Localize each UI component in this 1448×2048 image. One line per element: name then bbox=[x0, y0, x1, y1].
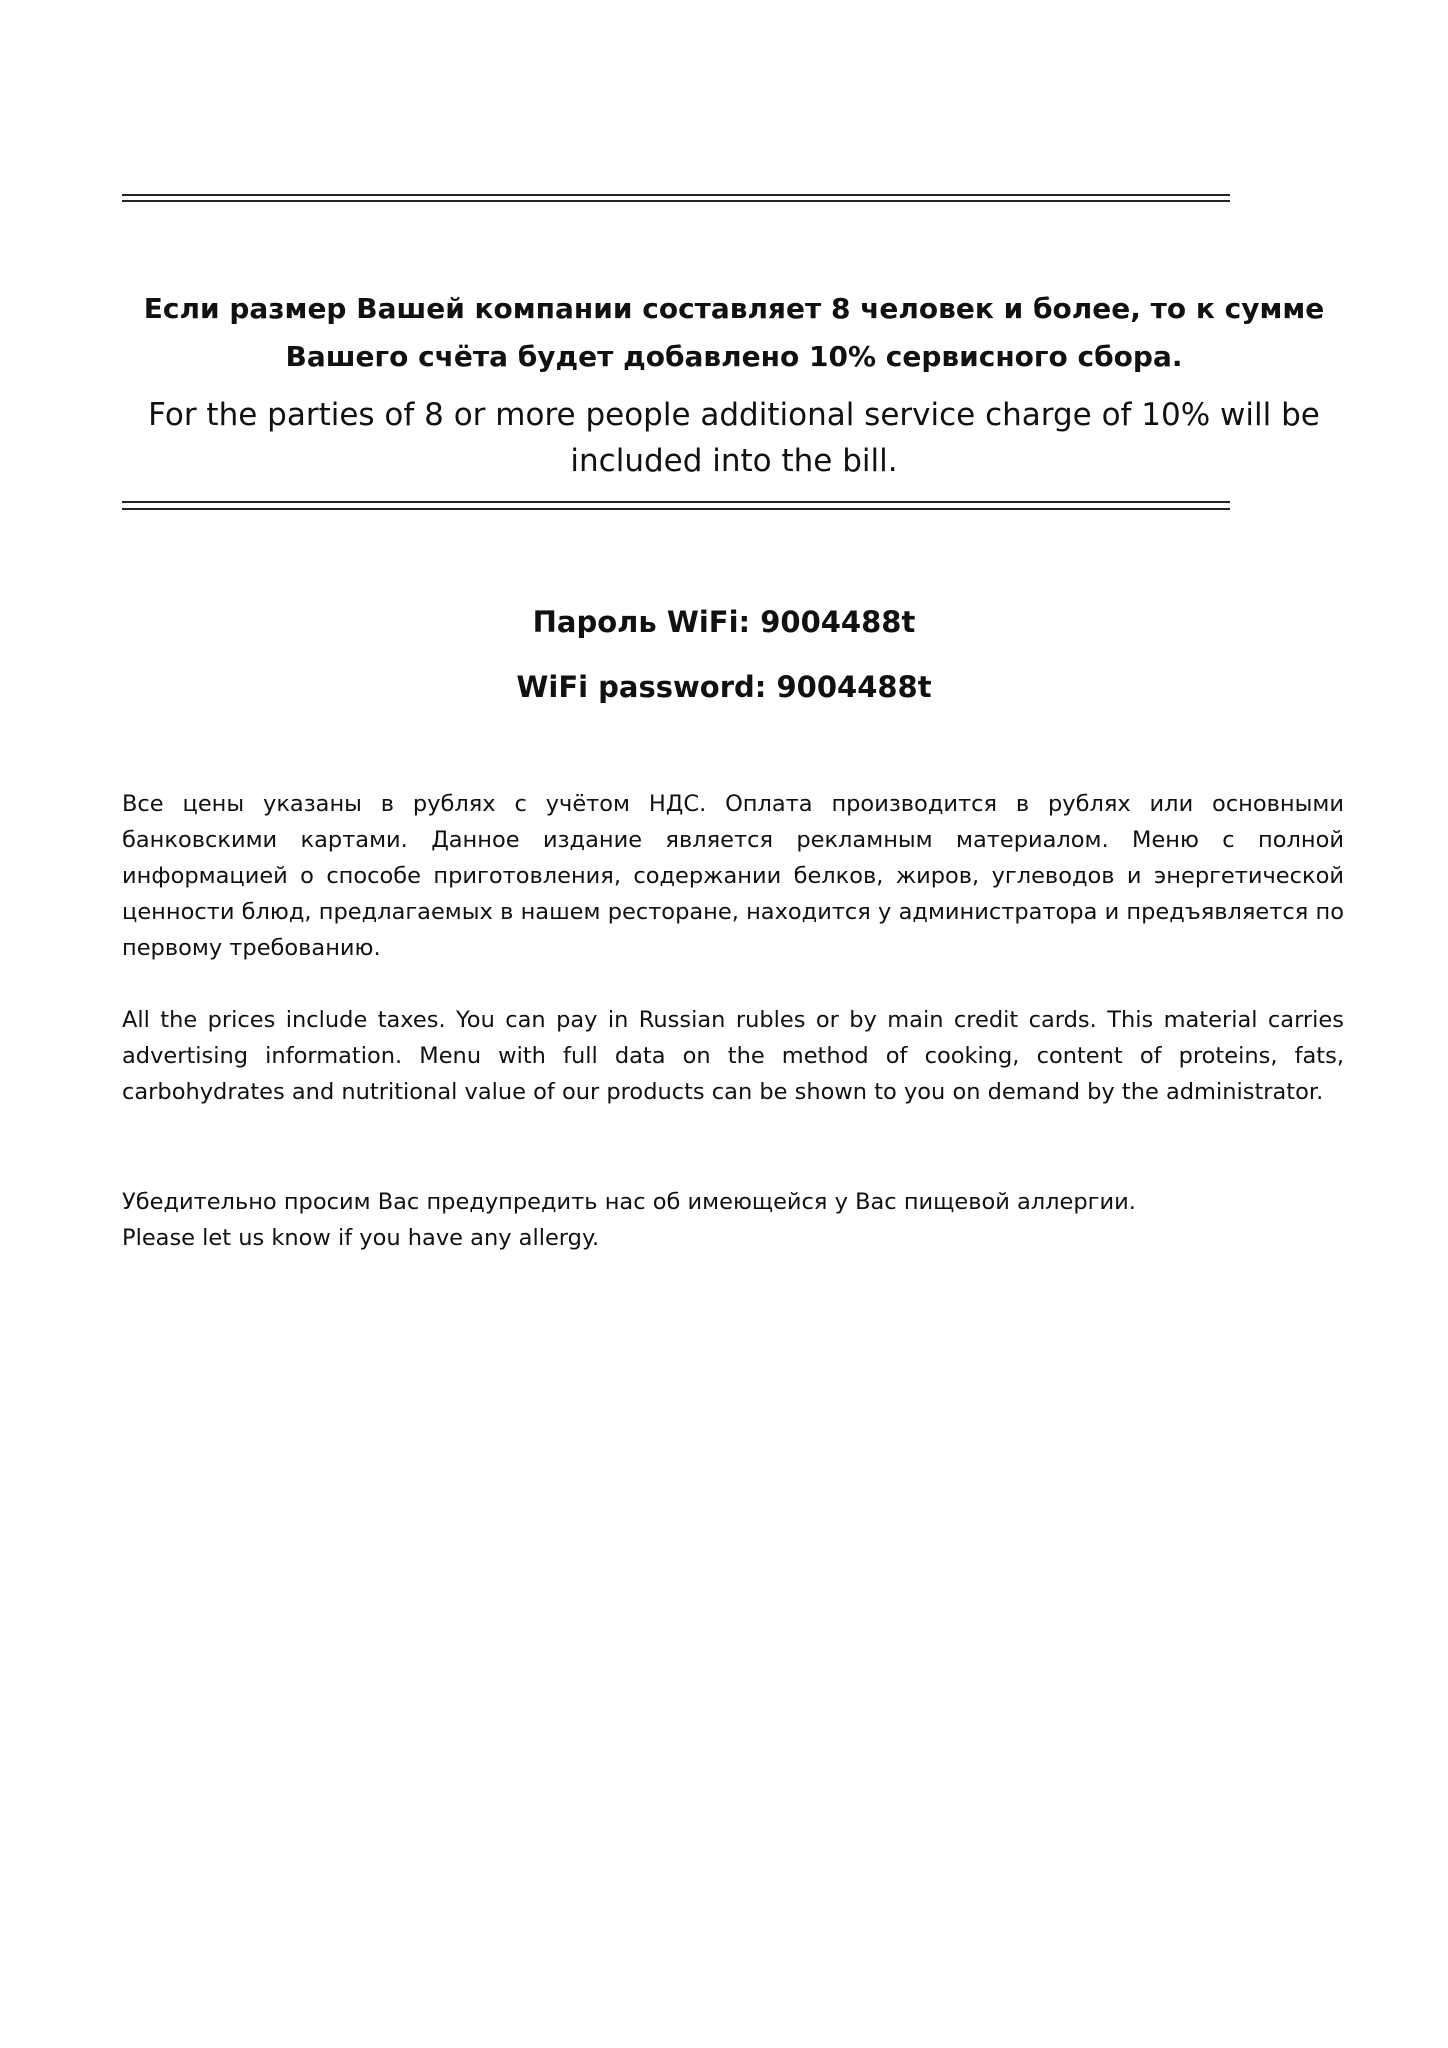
prices-info-ru: Все цены указаны в рублях с учётом НДС. Оплата производится в рублях или основными банковскими картами. Данное издание является рекламным материалом. Меню с полной информацией о способе приготовления, содержании белков, жиров, углеводов и энергетической ценности блюд, предлагаемых в нашем ресторане, находится у администратора и предъявляется по первому требованию. bbox=[122, 791, 1344, 961]
allergy-notice-en: Please let us know if you have any allergy. bbox=[122, 1225, 600, 1251]
service-charge-notice-en: For the parties of 8 or more people additional service charge of 10% will be included into the bill. bbox=[148, 397, 1320, 479]
wifi-password-ru: Пароль WiFi: 9004488t bbox=[532, 605, 916, 639]
wifi-password-en: WiFi password: 9004488t bbox=[516, 670, 932, 704]
prices-info-en: All the prices include taxes. You can pay in Russian rubles or by main credit cards. This material carries advertising information. Menu with full data on the method of cooking, content of proteins, fats, carbohydrates and nutritional value of our products can be shown to you on demand by the administrator. bbox=[122, 1007, 1344, 1105]
top-rule-lower bbox=[122, 200, 1230, 202]
allergy-notice-ru: Убедительно просим Вас предупредить нас об имеющейся у Вас пищевой аллергии. bbox=[122, 1189, 1136, 1215]
top-rule-upper bbox=[122, 194, 1230, 196]
service-charge-notice-ru: Если размер Вашей компании составляет 8 человек и более, то к сумме Вашего счёта будет добавлено 10% сервисного сбора. bbox=[143, 292, 1325, 373]
bottom-rule-upper bbox=[122, 501, 1230, 503]
bottom-rule-lower bbox=[122, 508, 1230, 510]
